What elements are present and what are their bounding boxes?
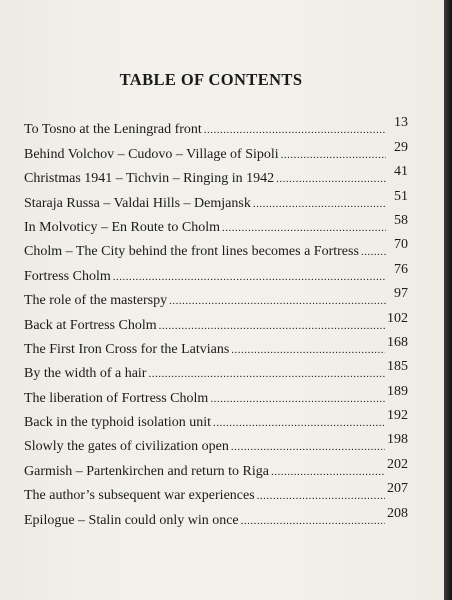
dot-leader <box>241 516 385 527</box>
dot-leader <box>159 321 385 332</box>
toc-entry-title: Slowly the gates of civilization open <box>24 439 229 455</box>
toc-entry <box>24 114 408 138</box>
toc-entry-page-number: 51 <box>394 188 408 204</box>
toc-entry-page-number: 185 <box>387 359 408 375</box>
toc-entry <box>24 480 408 504</box>
toc-entry <box>24 309 408 333</box>
toc-entry-page-number: 208 <box>387 505 408 521</box>
toc-entry-title: The liberation of Fortress Cholm <box>24 390 209 406</box>
toc-entry-title: The author’s subsequent war experiences <box>24 488 255 504</box>
toc-entry-page-number: 58 <box>394 212 408 228</box>
toc-entry <box>24 187 408 211</box>
toc-entry-page-number: 207 <box>387 481 408 497</box>
dot-leader <box>271 467 385 478</box>
dot-leader <box>276 174 386 185</box>
toc-entry-title: Behind Volchov – Cudovo – Village of Sipoli <box>24 146 279 162</box>
dot-leader <box>222 223 386 234</box>
toc-entry-title: Back in the typhoid isolation unit <box>24 415 212 431</box>
toc-entry <box>24 236 408 260</box>
dot-leader <box>231 442 385 453</box>
toc-entry-page-number: 189 <box>387 383 408 399</box>
toc-entry-page-number: 202 <box>387 456 408 472</box>
dot-leader <box>169 296 386 307</box>
toc-entry-page-number: 198 <box>387 432 408 448</box>
toc-entry <box>24 260 408 284</box>
toc-entry-title: In Molvoticy – En Route to Cholm <box>24 219 220 235</box>
toc-entry <box>24 431 408 455</box>
page-edge-shadow <box>444 0 452 600</box>
toc-entry-title: Back at Fortress Cholm <box>24 317 157 333</box>
toc-entry-page-number: 41 <box>394 164 408 180</box>
toc-entry <box>24 407 408 431</box>
toc-entry-page-number: 13 <box>394 115 408 131</box>
toc-entry <box>24 382 408 406</box>
toc-entry-title: Epilogue – Stalin could only win once <box>24 512 239 528</box>
toc-entry <box>24 504 408 528</box>
dot-leader <box>113 272 386 283</box>
table-of-contents-list <box>24 114 408 529</box>
toc-entry-title: Garmish – Partenkirchen and return to Riga <box>24 463 269 479</box>
toc-entry <box>24 138 408 162</box>
dot-leader <box>253 199 386 210</box>
toc-entry-title: The First Iron Cross for the Latvians <box>24 341 230 357</box>
toc-entry <box>24 212 408 236</box>
toc-entry-page-number: 102 <box>387 310 408 326</box>
dot-leader <box>204 125 386 136</box>
toc-entry-title: Fortress Cholm <box>24 268 111 284</box>
dot-leader <box>231 345 385 356</box>
toc-entry <box>24 163 408 187</box>
toc-entry <box>24 358 408 382</box>
toc-entry <box>24 334 408 358</box>
toc-entry-title: Christmas 1941 – Tichvin – Ringing in 1942 <box>24 171 275 187</box>
page-title: TABLE OF CONTENTS <box>119 70 303 89</box>
toc-entry-page-number: 192 <box>387 408 408 424</box>
toc-entry-title: Cholm – The City behind the front lines becomes a Fortress <box>24 244 359 260</box>
toc-entry-title: Staraja Russa – Valdai Hills – Demjansk <box>24 195 251 211</box>
dot-leader <box>361 247 386 258</box>
toc-entry-page-number: 97 <box>394 286 408 302</box>
dot-leader <box>281 150 386 161</box>
toc-entry-page-number: 76 <box>394 261 408 277</box>
toc-entry-page-number: 168 <box>387 334 408 350</box>
toc-entry-title: To Tosno at the Leningrad front <box>24 122 202 138</box>
dot-leader <box>210 394 385 405</box>
toc-entry <box>24 455 408 479</box>
toc-entry-title: The role of the masterspy <box>24 293 168 309</box>
dot-leader <box>213 418 385 429</box>
toc-entry <box>24 285 408 309</box>
dot-leader <box>148 369 385 380</box>
toc-entry-title: By the width of a hair <box>24 366 147 382</box>
toc-entry-page-number: 70 <box>394 237 408 253</box>
dot-leader <box>257 491 385 502</box>
toc-entry-page-number: 29 <box>394 139 408 155</box>
